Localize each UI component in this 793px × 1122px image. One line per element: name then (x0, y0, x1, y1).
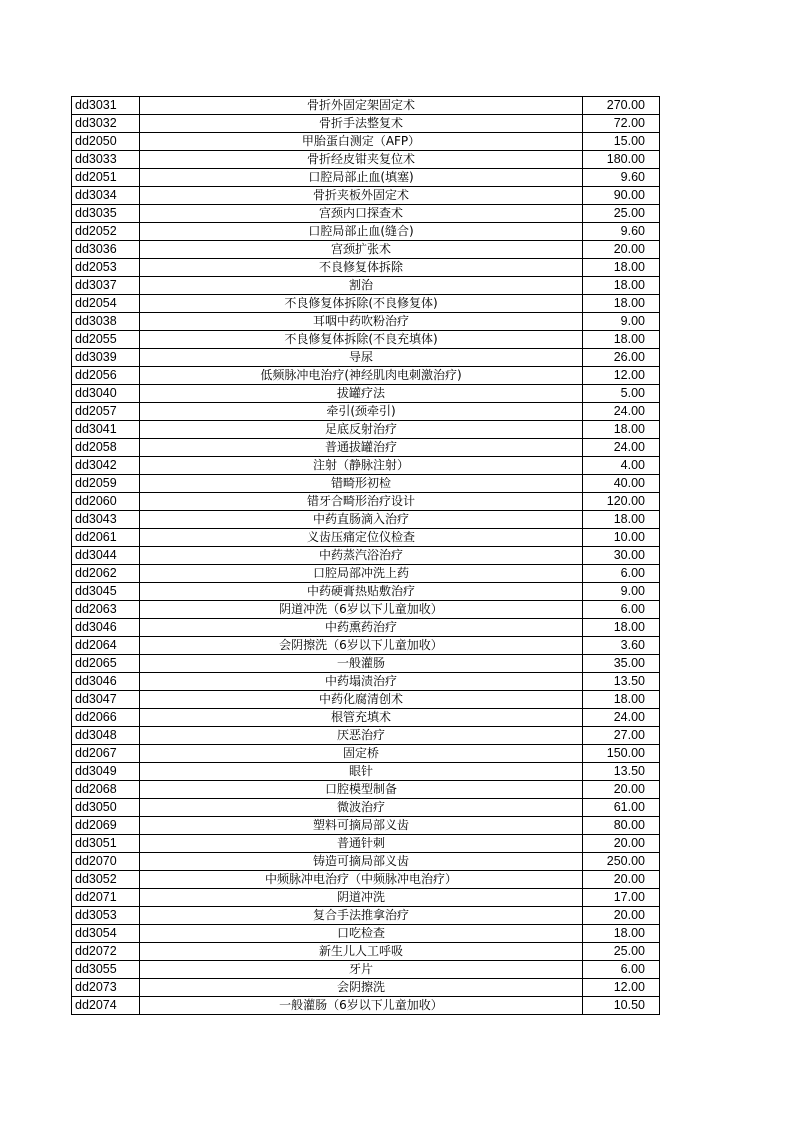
table-row (72, 817, 660, 835)
table-row (72, 511, 660, 529)
table-row (72, 781, 660, 799)
item-price-cell: 25.00 (583, 205, 660, 223)
table-row (72, 835, 660, 853)
item-price-cell: 18.00 (583, 331, 660, 349)
item-name-cell: 固定桥 (140, 745, 583, 763)
item-code-cell: dd3045 (72, 583, 140, 601)
item-name-cell: 义齿压痛定位仪检查 (140, 529, 583, 547)
item-price-cell: 10.50 (583, 997, 660, 1015)
item-name-cell: 导尿 (140, 349, 583, 367)
table-row (72, 799, 660, 817)
table-row (72, 115, 660, 133)
item-name-cell: 宫颈内口探查术 (140, 205, 583, 223)
item-code-cell: dd3043 (72, 511, 140, 529)
item-name-cell: 不良修复体拆除(不良修复体) (140, 295, 583, 313)
item-price-cell: 17.00 (583, 889, 660, 907)
table-row (72, 601, 660, 619)
item-code-cell: dd2063 (72, 601, 140, 619)
item-code-cell: dd3046 (72, 673, 140, 691)
table-row (72, 961, 660, 979)
item-price-cell: 4.00 (583, 457, 660, 475)
item-code-cell: dd3049 (72, 763, 140, 781)
item-price-cell: 24.00 (583, 403, 660, 421)
table-row (72, 367, 660, 385)
item-name-cell: 中药硬膏热贴敷治疗 (140, 583, 583, 601)
item-code-cell: dd3037 (72, 277, 140, 295)
item-code-cell: dd2052 (72, 223, 140, 241)
item-code-cell: dd3039 (72, 349, 140, 367)
item-code-cell: dd3053 (72, 907, 140, 925)
item-name-cell: 复合手法推拿治疗 (140, 907, 583, 925)
item-code-cell: dd2074 (72, 997, 140, 1015)
item-price-cell: 6.00 (583, 601, 660, 619)
item-name-cell: 低频脉冲电治疗(神经肌肉电刺激治疗) (140, 367, 583, 385)
item-name-cell: 一般灌肠（6岁以下儿童加收） (140, 997, 583, 1015)
table-row (72, 295, 660, 313)
item-code-cell: dd3031 (72, 97, 140, 115)
table-row (72, 673, 660, 691)
item-name-cell: 口腔局部止血(缝合) (140, 223, 583, 241)
item-name-cell: 骨折夹板外固定术 (140, 187, 583, 205)
item-code-cell: dd3055 (72, 961, 140, 979)
table-row (72, 277, 660, 295)
item-price-cell: 5.00 (583, 385, 660, 403)
item-price-cell: 10.00 (583, 529, 660, 547)
item-price-cell: 9.60 (583, 169, 660, 187)
item-price-cell: 18.00 (583, 259, 660, 277)
item-name-cell: 不良修复体拆除(不良充填体) (140, 331, 583, 349)
item-name-cell: 阴道冲洗 (140, 889, 583, 907)
item-price-cell: 13.50 (583, 763, 660, 781)
item-name-cell: 牙片 (140, 961, 583, 979)
item-price-cell: 25.00 (583, 943, 660, 961)
table-row (72, 565, 660, 583)
item-code-cell: dd2066 (72, 709, 140, 727)
item-price-cell: 18.00 (583, 277, 660, 295)
table-row (72, 133, 660, 151)
item-price-cell: 3.60 (583, 637, 660, 655)
item-price-cell: 18.00 (583, 295, 660, 313)
table-row (72, 925, 660, 943)
item-name-cell: 塑料可摘局部义齿 (140, 817, 583, 835)
item-code-cell: dd2061 (72, 529, 140, 547)
item-code-cell: dd3032 (72, 115, 140, 133)
item-price-cell: 18.00 (583, 619, 660, 637)
price-table (71, 96, 660, 1015)
item-price-cell: 9.60 (583, 223, 660, 241)
table-row (72, 871, 660, 889)
item-name-cell: 阴道冲洗（6岁以下儿童加收） (140, 601, 583, 619)
item-name-cell: 口腔局部止血(填塞) (140, 169, 583, 187)
item-code-cell: dd2051 (72, 169, 140, 187)
item-code-cell: dd3038 (72, 313, 140, 331)
item-price-cell: 20.00 (583, 871, 660, 889)
table-row (72, 169, 660, 187)
table-row (72, 583, 660, 601)
item-price-cell: 20.00 (583, 835, 660, 853)
item-name-cell: 厌恶治疗 (140, 727, 583, 745)
item-name-cell: 微波治疗 (140, 799, 583, 817)
table-row (72, 637, 660, 655)
table-row (72, 457, 660, 475)
table-row (72, 853, 660, 871)
table-row (72, 385, 660, 403)
table-row (72, 943, 660, 961)
item-price-cell: 24.00 (583, 439, 660, 457)
item-price-cell: 26.00 (583, 349, 660, 367)
table-row (72, 223, 660, 241)
item-name-cell: 骨折手法整复术 (140, 115, 583, 133)
table-row (72, 727, 660, 745)
item-code-cell: dd2055 (72, 331, 140, 349)
table-row (72, 97, 660, 115)
item-name-cell: 口腔局部冲洗上药 (140, 565, 583, 583)
item-price-cell: 6.00 (583, 565, 660, 583)
item-code-cell: dd3044 (72, 547, 140, 565)
item-name-cell: 足底反射治疗 (140, 421, 583, 439)
item-code-cell: dd3051 (72, 835, 140, 853)
item-name-cell: 中药熏药治疗 (140, 619, 583, 637)
item-code-cell: dd2057 (72, 403, 140, 421)
item-name-cell: 会阴擦洗（6岁以下儿童加收） (140, 637, 583, 655)
item-code-cell: dd2064 (72, 637, 140, 655)
item-code-cell: dd2050 (72, 133, 140, 151)
table-row (72, 745, 660, 763)
item-name-cell: 中药直肠滴入治疗 (140, 511, 583, 529)
table-row (72, 349, 660, 367)
item-price-cell: 9.00 (583, 583, 660, 601)
item-price-cell: 18.00 (583, 925, 660, 943)
item-price-cell: 40.00 (583, 475, 660, 493)
item-price-cell: 72.00 (583, 115, 660, 133)
table-row (72, 439, 660, 457)
item-price-cell: 120.00 (583, 493, 660, 511)
item-price-cell: 9.00 (583, 313, 660, 331)
item-price-cell: 6.00 (583, 961, 660, 979)
item-code-cell: dd2065 (72, 655, 140, 673)
item-name-cell: 错牙合畸形治疗设计 (140, 493, 583, 511)
item-code-cell: dd3048 (72, 727, 140, 745)
table-row (72, 997, 660, 1015)
item-price-cell: 180.00 (583, 151, 660, 169)
item-name-cell: 注射（静脉注射） (140, 457, 583, 475)
table-row (72, 709, 660, 727)
item-price-cell: 27.00 (583, 727, 660, 745)
item-code-cell: dd2068 (72, 781, 140, 799)
item-name-cell: 耳咽中药吹粉治疗 (140, 313, 583, 331)
table-row (72, 763, 660, 781)
item-code-cell: dd2069 (72, 817, 140, 835)
item-code-cell: dd3050 (72, 799, 140, 817)
item-price-cell: 61.00 (583, 799, 660, 817)
item-price-cell: 12.00 (583, 979, 660, 997)
item-code-cell: dd3054 (72, 925, 140, 943)
item-code-cell: dd2054 (72, 295, 140, 313)
item-name-cell: 拔罐疗法 (140, 385, 583, 403)
item-code-cell: dd3035 (72, 205, 140, 223)
item-code-cell: dd2056 (72, 367, 140, 385)
item-code-cell: dd2059 (72, 475, 140, 493)
item-code-cell: dd3052 (72, 871, 140, 889)
item-price-cell: 20.00 (583, 781, 660, 799)
item-name-cell: 骨折外固定架固定术 (140, 97, 583, 115)
item-name-cell: 新生儿人工呼吸 (140, 943, 583, 961)
item-name-cell: 中药塌渍治疗 (140, 673, 583, 691)
item-code-cell: dd2060 (72, 493, 140, 511)
item-code-cell: dd2067 (72, 745, 140, 763)
item-price-cell: 270.00 (583, 97, 660, 115)
item-price-cell: 18.00 (583, 511, 660, 529)
item-name-cell: 铸造可摘局部义齿 (140, 853, 583, 871)
item-code-cell: dd2073 (72, 979, 140, 997)
item-price-cell: 18.00 (583, 421, 660, 439)
item-code-cell: dd3034 (72, 187, 140, 205)
item-name-cell: 牵引(颈牵引) (140, 403, 583, 421)
item-name-cell: 眼针 (140, 763, 583, 781)
price-table-body (72, 97, 660, 1015)
table-row (72, 691, 660, 709)
table-row (72, 313, 660, 331)
item-price-cell: 20.00 (583, 907, 660, 925)
item-price-cell: 24.00 (583, 709, 660, 727)
table-row (72, 655, 660, 673)
table-row (72, 979, 660, 997)
item-code-cell: dd3033 (72, 151, 140, 169)
item-price-cell: 90.00 (583, 187, 660, 205)
table-row (72, 421, 660, 439)
table-row (72, 889, 660, 907)
item-price-cell: 80.00 (583, 817, 660, 835)
item-code-cell: dd2072 (72, 943, 140, 961)
item-code-cell: dd3046 (72, 619, 140, 637)
item-price-cell: 18.00 (583, 691, 660, 709)
table-row (72, 547, 660, 565)
item-price-cell: 30.00 (583, 547, 660, 565)
item-name-cell: 根管充填术 (140, 709, 583, 727)
item-price-cell: 20.00 (583, 241, 660, 259)
item-price-cell: 35.00 (583, 655, 660, 673)
item-name-cell: 不良修复体拆除 (140, 259, 583, 277)
table-row (72, 241, 660, 259)
item-name-cell: 中药蒸汽浴治疗 (140, 547, 583, 565)
item-name-cell: 宫颈扩张术 (140, 241, 583, 259)
table-row (72, 475, 660, 493)
item-price-cell: 250.00 (583, 853, 660, 871)
item-name-cell: 骨折经皮钳夹复位术 (140, 151, 583, 169)
table-row (72, 205, 660, 223)
item-name-cell: 口吃检查 (140, 925, 583, 943)
table-row (72, 187, 660, 205)
item-name-cell: 普通针刺 (140, 835, 583, 853)
item-code-cell: dd2071 (72, 889, 140, 907)
item-name-cell: 口腔模型制备 (140, 781, 583, 799)
table-row (72, 331, 660, 349)
item-name-cell: 错畸形初检 (140, 475, 583, 493)
item-code-cell: dd2070 (72, 853, 140, 871)
table-row (72, 529, 660, 547)
item-name-cell: 会阴擦洗 (140, 979, 583, 997)
item-name-cell: 中频脉冲电治疗（中频脉冲电治疗） (140, 871, 583, 889)
table-row (72, 619, 660, 637)
item-code-cell: dd2058 (72, 439, 140, 457)
item-code-cell: dd3047 (72, 691, 140, 709)
table-row (72, 259, 660, 277)
item-name-cell: 中药化腐清创术 (140, 691, 583, 709)
table-row (72, 493, 660, 511)
item-price-cell: 150.00 (583, 745, 660, 763)
item-code-cell: dd2053 (72, 259, 140, 277)
item-name-cell: 甲胎蛋白测定（AFP） (140, 133, 583, 151)
item-code-cell: dd3040 (72, 385, 140, 403)
item-name-cell: 割治 (140, 277, 583, 295)
item-name-cell: 普通拔罐治疗 (140, 439, 583, 457)
item-price-cell: 15.00 (583, 133, 660, 151)
item-price-cell: 13.50 (583, 673, 660, 691)
item-code-cell: dd3041 (72, 421, 140, 439)
table-row (72, 907, 660, 925)
item-code-cell: dd3042 (72, 457, 140, 475)
table-row (72, 403, 660, 421)
item-code-cell: dd2062 (72, 565, 140, 583)
item-name-cell: 一般灌肠 (140, 655, 583, 673)
table-row (72, 151, 660, 169)
item-code-cell: dd3036 (72, 241, 140, 259)
item-price-cell: 12.00 (583, 367, 660, 385)
